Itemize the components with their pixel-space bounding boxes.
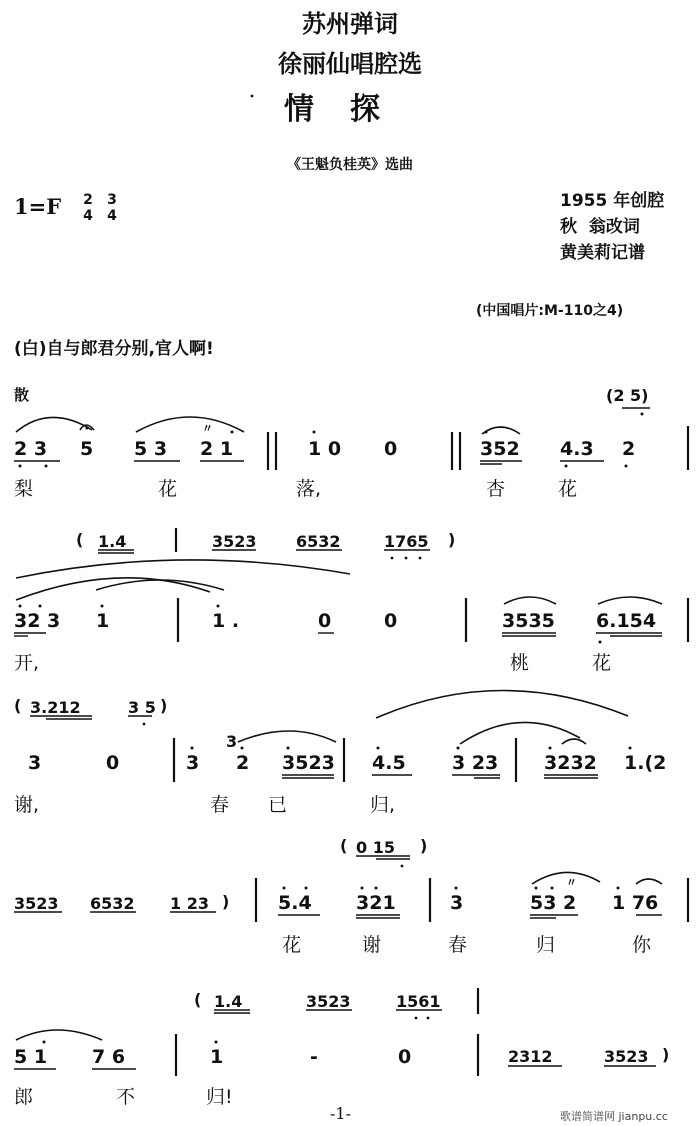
note-group: 3232 [544,752,597,774]
paren: ( [340,836,348,855]
interlude-group: 3523 [14,894,59,913]
interlude-group: 3523 [306,992,351,1011]
interlude-group: 6532 [296,532,341,551]
note-group: 321 [356,892,396,914]
interlude-group: 6532 [90,894,135,913]
note-group: 1 76 [612,892,659,914]
paren: ( [14,696,22,715]
note-group: 5 1 [14,1046,48,1068]
lyric: 归 [536,934,556,956]
lyric: 落, [296,478,322,500]
note-group: 2 3 [14,438,48,460]
lyric: 郎 [14,1086,34,1108]
slur [238,731,336,742]
singer-title: 徐丽仙唱腔选 [278,50,422,78]
piece-title: 情探 [284,92,416,127]
note-group: 0 [384,438,398,460]
time-sig-denominator: 4 [83,208,93,224]
slur [636,879,662,884]
note-group: 0 [318,610,332,632]
time-sig-numerator: 2 [83,192,93,208]
note-group: 5 [80,438,94,460]
lyric: 谢 [362,934,382,956]
paren: ( [194,990,202,1009]
time-sig-numerator: 3 [107,192,117,208]
note-group: 352 [480,438,520,460]
note-group: 1 [96,610,110,632]
lyric: 花 [558,478,578,500]
grace-note: 3 [226,732,238,751]
paren: ) [222,892,230,911]
note-group: 53 2 [530,892,577,914]
slur [460,722,580,744]
ornament-mark: 〃 [566,876,577,889]
note-group: 0 [106,752,120,774]
interlude-group: 3 5 [128,698,156,717]
interlude-group: 3523 [604,1047,649,1066]
key-signature: 1=F [14,194,62,219]
note-group: 2 [622,438,636,460]
ornament-mark: 〃 [202,422,213,435]
lyric: 花 [158,478,178,500]
paren: ) [662,1045,670,1064]
note-group: 3535 [502,610,555,632]
interlude-group: 2312 [508,1047,553,1066]
note-group: 4.3 [560,438,594,460]
slur [562,739,586,744]
subtitle: 《王魁负桂英》选曲 [287,157,413,173]
credit-composed: 1955 年创腔 [560,191,665,211]
credit-lyrics: 秋 翁改词 [560,217,640,237]
note-group: 3 [450,892,464,914]
time-sig-denominator: 4 [107,208,117,224]
decor-dot [251,95,254,98]
interlude-group: 1765 [384,532,429,551]
note-group: 32 3 [14,610,61,632]
note-group: 3 23 [452,752,499,774]
slur [16,1030,102,1040]
lyric: 花 [282,934,302,956]
page-number: -1- [330,1104,351,1123]
note-group: 6.154 [596,610,657,632]
interlude-group: 3523 [212,532,257,551]
interlude-group: 1.4 [214,992,243,1011]
note-group: 2 [236,752,250,774]
lyric: 已 [268,794,288,816]
slur [136,417,244,432]
note-group: 3 [28,752,42,774]
slur [504,597,556,604]
record-reference: (中国唱片:M-110之4) [476,303,624,319]
slur [96,580,224,590]
slur [376,690,628,718]
note-group: 1 . [212,610,240,632]
lyric: 不 [116,1086,136,1108]
slur [482,427,520,434]
interlude-paren: (2 5) [606,386,649,405]
interlude-group: 3.212 [30,698,81,717]
lyric: 归! [206,1086,233,1108]
lyric: 春 [448,934,468,956]
paren: ) [160,696,168,715]
note-group: 5.4 [278,892,312,914]
interlude-group: 1 23 [170,894,209,913]
spoken-intro: (白)自与郎君分别,官人啊! [14,339,214,359]
lyric: 梨 [14,478,34,500]
watermark: 歌谱简谱网 jianpu.cc [560,1110,668,1123]
note-group: - [310,1046,318,1068]
lyric: 你 [632,934,652,956]
slur [598,597,662,604]
lyric: 春 [210,794,230,816]
note-group: 1 [210,1046,224,1068]
note-group: 2 1 [200,438,234,460]
interlude-group: 1.4 [98,532,127,551]
tempo-mark: 散 [14,386,30,404]
note-group: 4.5 [372,752,406,774]
paren: ( [76,530,84,549]
lyric: 开, [14,652,40,674]
interlude-group: 0 15 [356,838,395,857]
note-group: 7 6 [92,1046,126,1068]
lyric: 花 [592,652,612,674]
note-group: 5 3 [134,438,168,460]
note-group: 3 [186,752,200,774]
lyric: 桃 [510,652,530,674]
note-group: 3523 [282,752,335,774]
slur [16,560,350,578]
paren: ) [448,530,456,549]
interlude-group: 1561 [396,992,441,1011]
note-group: 0 [384,610,398,632]
note-group: 1 0 [308,438,342,460]
lyric: 谢, [14,794,40,816]
credit-transcribed: 黄美莉记谱 [560,243,645,263]
collection-title: 苏州弹词 [302,10,398,38]
lyric: 归, [370,794,396,816]
note-group: 0 [398,1046,412,1068]
paren: ) [420,836,428,855]
note-group: 1.(2 [624,752,667,774]
lyric: 杏 [486,478,506,500]
